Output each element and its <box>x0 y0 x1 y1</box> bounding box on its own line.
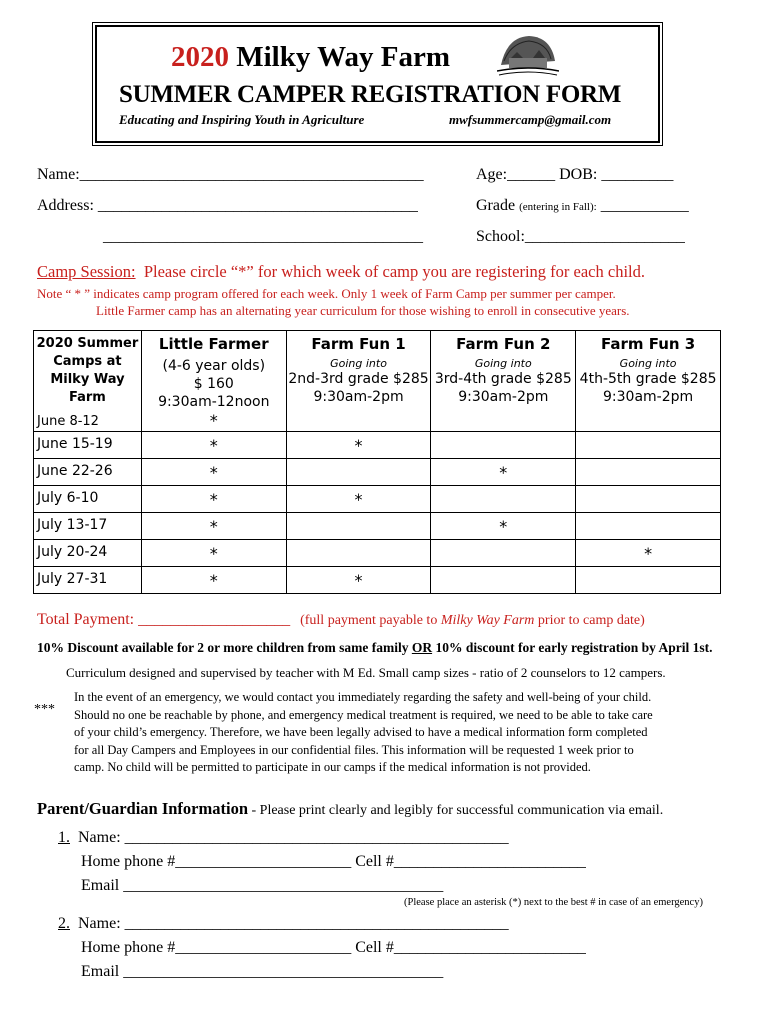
offering-asterisk[interactable] <box>431 567 576 594</box>
year: 2020 <box>171 41 229 73</box>
column-line: 9:30am-12noon <box>158 394 270 410</box>
col-farm-fun-3 <box>576 331 721 432</box>
farm-name: Milky Way Farm <box>236 41 450 73</box>
email-field[interactable]: Email ________________________________________ <box>81 963 444 980</box>
discount-text-b: 10% discount for early registration by April 1st. <box>432 640 713 655</box>
payment-note <box>300 613 645 628</box>
discount-or: OR <box>411 640 433 655</box>
total-payment-row <box>37 611 645 629</box>
week-label: July 6-10 <box>34 486 142 513</box>
grade-field[interactable]: ___________ <box>600 197 689 214</box>
column-line: 9:30am-2pm <box>313 389 404 405</box>
offering-asterisk[interactable]: * <box>576 540 721 567</box>
offering-asterisk[interactable] <box>286 513 431 540</box>
offering-asterisk[interactable]: * <box>141 459 286 486</box>
week-label: June 8-12 <box>37 414 99 429</box>
offering-asterisk[interactable] <box>286 459 431 486</box>
home-phone-field[interactable]: Home phone #______________________ <box>81 939 352 956</box>
offering-asterisk[interactable]: * <box>286 567 431 594</box>
column-line: 3rd-4th grade $285 <box>434 371 572 387</box>
cell-phone-field[interactable]: Cell #________________________ <box>355 853 586 870</box>
col-farm-fun-2 <box>431 331 576 432</box>
week-label: July 20-24 <box>34 540 142 567</box>
offering-asterisk[interactable]: * <box>141 486 286 513</box>
header-box <box>95 25 660 143</box>
offering-asterisk[interactable]: * <box>141 513 286 540</box>
discount-text-a: 10% Discount available for 2 or more children from same family <box>37 640 412 655</box>
age-field[interactable]: Age:______ <box>476 166 556 183</box>
grade-row <box>476 197 689 215</box>
parent-heading: Parent/Guardian Information <box>37 799 248 818</box>
farm-logo-icon <box>497 31 559 77</box>
offering-asterisk[interactable]: * <box>431 459 576 486</box>
offering-asterisk[interactable] <box>576 459 721 486</box>
payment-note-b: prior to camp date) <box>534 613 645 628</box>
going-into-label: Going into <box>330 357 387 370</box>
offering-asterisk[interactable] <box>576 513 721 540</box>
guardian-number: 1. <box>58 829 70 846</box>
asterisk-note: (Please place an asterisk (*) next to the best # in case of an emergency) <box>404 897 703 908</box>
address-field[interactable]: Address: ________________________________________ <box>37 197 418 214</box>
table-header-row <box>34 331 721 432</box>
curriculum-note: Curriculum designed and supervised by teacher with M Ed. Small camp sizes - ratio of 2 counselors to 12 campers. <box>66 665 666 680</box>
email-field[interactable]: Email ________________________________________ <box>81 877 444 894</box>
emergency-paragraph <box>74 689 653 777</box>
offering-asterisk[interactable] <box>431 540 576 567</box>
session-note-2: Little Farmer camp has an alternating year curriculum for those wishing to enroll in consecutive years. <box>96 303 630 318</box>
week-label: July 27-31 <box>34 567 142 594</box>
home-phone-field[interactable]: Home phone #______________________ <box>81 853 352 870</box>
going-into-label: Going into <box>474 357 532 370</box>
corner-line: Milky Way <box>50 372 125 387</box>
column-line: 9:30am-2pm <box>603 389 694 405</box>
form-title: SUMMER CAMPER REGISTRATION FORM <box>119 81 622 108</box>
week-label: June 15-19 <box>34 432 142 459</box>
discount-line <box>37 640 712 656</box>
session-note-1: Note “ * ” indicates camp program offered for each week. Only 1 week of Farm Camp per summer per camper. <box>37 286 616 301</box>
parent-heading-row <box>37 799 663 819</box>
offering-asterisk[interactable] <box>576 567 721 594</box>
emergency-line: Should no one be reachable by phone, and emergency medical treatment is required, we need to be able to take care <box>74 707 653 722</box>
dob-field[interactable]: DOB: _________ <box>559 166 674 183</box>
offering-asterisk[interactable]: * <box>431 513 576 540</box>
table-row <box>34 486 721 513</box>
guardian-2 <box>58 912 586 984</box>
emergency-line: for all Day Campers and Employees in our confidential files. This information will be requested 1 week prior to <box>74 742 634 757</box>
session-label: Camp Session: <box>37 262 136 281</box>
name-field[interactable]: Name:___________________________________________ <box>37 166 424 183</box>
column-title: Little Farmer <box>158 335 269 353</box>
offering-asterisk[interactable]: * <box>286 432 431 459</box>
guardian-name-field[interactable]: Name: ________________________________________________ <box>78 915 509 932</box>
tagline: Educating and Inspiring Youth in Agriculture <box>119 112 365 127</box>
school-field[interactable]: School:____________________ <box>476 228 685 245</box>
address-line-2[interactable]: ________________________________________ <box>103 228 423 245</box>
offering-asterisk[interactable] <box>431 486 576 513</box>
contact-email[interactable]: mwfsummercamp@gmail.com <box>449 112 612 127</box>
column-line: 2nd-3rd grade $285 <box>288 371 429 387</box>
payment-note-a: (full payment payable to <box>300 613 441 628</box>
offering-asterisk[interactable]: * <box>209 411 218 430</box>
corner-line: Farm <box>69 390 106 405</box>
offering-asterisk[interactable] <box>431 432 576 459</box>
cell-phone-field[interactable]: Cell #________________________ <box>355 939 586 956</box>
col-little-farmer <box>141 331 286 432</box>
column-line: $ 160 <box>193 376 234 392</box>
offering-asterisk[interactable] <box>576 486 721 513</box>
offering-asterisk[interactable] <box>286 540 431 567</box>
age-dob-row <box>476 166 673 184</box>
column-title: Farm Fun 3 <box>600 335 696 353</box>
camp-schedule-table <box>33 330 721 594</box>
offering-asterisk[interactable] <box>576 432 721 459</box>
page-title <box>171 41 450 74</box>
offering-asterisk[interactable]: * <box>286 486 431 513</box>
column-line: (4-6 year olds) <box>162 358 266 374</box>
col-farm-fun-1 <box>286 331 431 432</box>
session-instruction: Please circle “*” for which week of camp you are registering for each child. <box>143 262 645 281</box>
column-title: Farm Fun 2 <box>456 335 551 353</box>
corner-cell <box>34 331 142 432</box>
parent-instruction: - Please print clearly and legibly for successful communication via email. <box>248 803 664 818</box>
emergency-marker: *** <box>34 702 55 717</box>
emergency-line: of your child’s emergency. Therefore, we have been legally advised to have a medical information form completed <box>74 725 648 740</box>
payment-note-farm: Milky Way Farm <box>440 613 535 628</box>
table-row <box>34 540 721 567</box>
guardian-number: 2. <box>58 915 70 932</box>
offering-asterisk[interactable]: * <box>141 432 286 459</box>
offering-asterisk[interactable]: * <box>141 567 286 594</box>
table-row <box>34 513 721 540</box>
grade-label: Grade <box>476 197 516 214</box>
emergency-line: In the event of an emergency, we would contact you immediately regarding the safety and well-being of your child. <box>74 690 652 704</box>
week-label: June 22-26 <box>34 459 142 486</box>
offering-asterisk[interactable]: * <box>141 540 286 567</box>
column-line: 4th-5th grade $285 <box>579 371 717 387</box>
column-title: Farm Fun 1 <box>311 335 406 353</box>
guardian-1 <box>58 826 586 898</box>
session-instruction-row <box>37 262 645 282</box>
table-row <box>34 459 721 486</box>
guardian-name-field[interactable]: Name: ________________________________________________ <box>78 829 509 846</box>
emergency-line: camp. No child will be permitted to participate in our camps if the medical information is not provided. <box>74 760 591 775</box>
going-into-label: Going into <box>619 357 677 370</box>
week-label: July 13-17 <box>34 513 142 540</box>
column-line: 9:30am-2pm <box>458 389 549 405</box>
grade-note: (entering in Fall): <box>519 201 597 213</box>
total-payment-field[interactable]: Total Payment: ___________________ <box>37 611 291 628</box>
corner-line: Camps at <box>53 354 122 369</box>
table-row <box>34 567 721 594</box>
table-row <box>34 432 721 459</box>
corner-line: 2020 Summer <box>36 336 139 351</box>
